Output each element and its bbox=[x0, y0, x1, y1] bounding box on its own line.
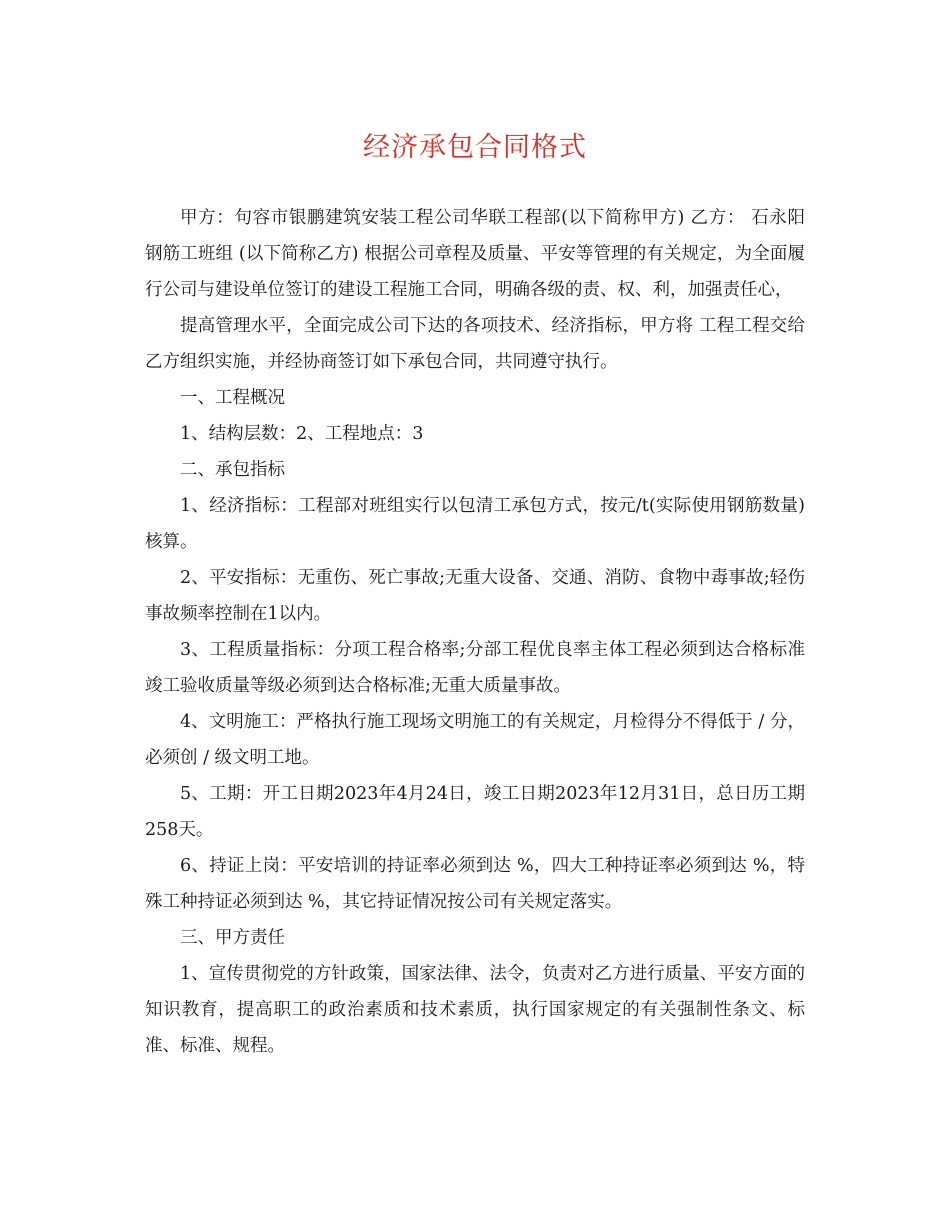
paragraph-schedule: 5、工期：开工日期2023年4月24日，竣工日期2023年12月31日，总日历工期258天。 bbox=[145, 784, 805, 840]
paragraph-quality-target: 3、工程质量指标：分项工程合格率;分部工程优良率主体工程必须到达合格标准竣工验收质量等级必须到达合格标准;无重大质量事故。 bbox=[145, 640, 805, 696]
paragraph-economic-target: 1、经济指标：工程部对班组实行以包清工承包方式，按元/t(实际使用钢筋数量)核算。 bbox=[145, 496, 805, 552]
paragraph-party-a-duty-1: 1、宣传贯彻党的方针政策，国家法律、法令，负责对乙方进行质量、平安方面的知识教育，提高职工的政治素质和技术素质，执行国家规定的有关强制性条文、标准、标准、规程。 bbox=[145, 964, 805, 1056]
heading-project-overview: 一、工程概况 bbox=[180, 388, 285, 408]
paragraph-parties: 甲方：句容市银鹏建筑安装工程公司华联工程部(以下简称甲方) 乙方： 石永阳 钢筋工班组 (以下简称乙方) 根据公司章程及质量、平安等管理的有关规定，为全面履行公司与建设单位签订的建设工程施工合同，明确各级的责、权、利，加强责任心， bbox=[145, 208, 805, 300]
paragraph-civilized-construction: 4、文明施工：严格执行施工现场文明施工的有关规定，月检得分不得低于 / 分，必须创 / 级文明工地。 bbox=[145, 712, 805, 768]
paragraph-structure: 1、结构层数：2、工程地点：3 bbox=[180, 424, 424, 444]
document-title: 经济承包合同格式 bbox=[363, 132, 587, 163]
heading-party-a-responsibility: 三、甲方责任 bbox=[180, 928, 285, 948]
paragraph-purpose: 提高管理水平，全面完成公司下达的各项技术、经济指标，甲方将 工程工程交给乙方组织实施，并经协商签订如下承包合同，共同遵守执行。 bbox=[145, 316, 805, 372]
paragraph-certification: 6、持证上岗：平安培训的持证率必须到达 %，四大工种持证率必须到达 %，特殊工种持证必须到达 %，其它持证情况按公司有关规定落实。 bbox=[145, 856, 805, 912]
document-body bbox=[145, 200, 805, 1064]
heading-contract-targets: 二、承包指标 bbox=[180, 460, 285, 480]
paragraph-safety-target: 2、平安指标：无重伤、死亡事故;无重大设备、交通、消防、食物中毒事故;轻伤事故频率控制在1以内。 bbox=[145, 568, 805, 624]
